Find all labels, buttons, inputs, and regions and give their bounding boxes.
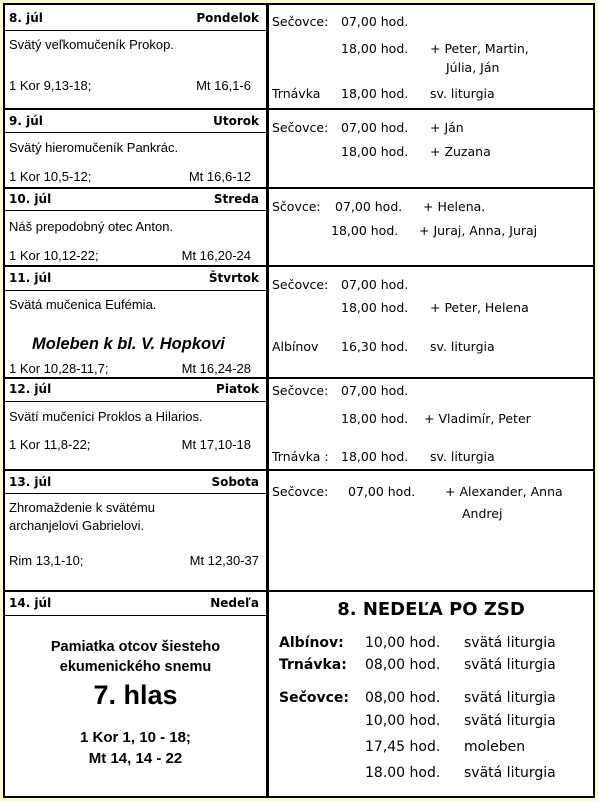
reading-epistle: Rim 13,1-10; [9, 553, 84, 568]
schedule-place: Sečovce: [272, 277, 329, 292]
row-divider [5, 187, 593, 189]
day-date: 8. júl [9, 11, 43, 25]
reading-epistle: 1 Kor 9,13-18; [9, 78, 92, 93]
schedule-time: 18.00 hod. [365, 765, 441, 781]
schedule-intention: moleben [464, 739, 526, 755]
schedule-place: Sečovce: [272, 120, 329, 135]
reading-epistle: 1 Kor 10,5-12; [9, 169, 92, 184]
schedule-intention: Andrej [462, 506, 503, 521]
schedule-place: Trnávka : [272, 449, 329, 464]
tone: 7. hlas [93, 680, 178, 710]
schedule-time: 18,00 hod. [341, 411, 409, 426]
reading-gospel: Mt 16,1-6 [196, 78, 251, 93]
feast-line: Pamiatka otcov šiesteho [50, 639, 221, 655]
row-divider [5, 590, 593, 592]
schedule-intention: sv. liturgia [430, 449, 495, 464]
schedule-time: 18,00 hod. [341, 449, 409, 464]
saint-name: Svätý veľkomučeník Prokop. [9, 37, 174, 52]
schedule-intention: + Peter, Helena [430, 300, 529, 315]
schedule-intention: svätá liturgia [464, 690, 556, 706]
column-divider [266, 5, 269, 796]
reading-epistle: 1 Kor 10,12-22; [9, 248, 99, 263]
schedule-time: 07,00 hod. [341, 14, 409, 29]
header-underline [5, 615, 266, 616]
schedule-intention: + Peter, Martin, [430, 41, 529, 56]
day-weekday: Štvrtok [208, 271, 259, 285]
day-date: 14. júl [9, 596, 52, 610]
schedule-time: 08,00 hod. [365, 657, 441, 673]
schedule-place: Sečovce: [272, 383, 329, 398]
schedule-intention: sv. liturgia [430, 86, 495, 101]
schedule-intention: + Vladimír, Peter [424, 411, 531, 426]
day-date: 11. júl [9, 271, 52, 285]
saint-name: archanjelovi Gabrielovi. [9, 518, 145, 533]
schedule-intention: + Juraj, Anna, Juraj [419, 223, 538, 238]
schedule-time: 10,00 hod. [365, 635, 441, 651]
schedule-time: 07,00 hod. [335, 199, 403, 214]
schedule-time: 18,00 hod. [341, 86, 409, 101]
day-weekday: Pondelok [196, 11, 259, 25]
schedule-place: Sečovce: [279, 690, 350, 706]
schedule-place: Sečovce: [272, 484, 329, 499]
reading-gospel: Mt 16,20-24 [181, 248, 251, 263]
schedule-time: 08,00 hod. [365, 690, 441, 706]
schedule-time: 07,00 hod. [348, 484, 416, 499]
saint-name: Náš prepodobný otec Anton. [9, 219, 174, 234]
schedule-intention: + Helena. [423, 199, 486, 214]
day-date: 10. júl [9, 192, 52, 206]
schedule-time: 17,45 hod. [365, 739, 441, 755]
header-underline [5, 290, 266, 291]
schedule-time: 16,30 hod. [341, 339, 409, 354]
schedule-intention: svätá liturgia [464, 765, 556, 781]
sunday-title: 8. NEDEĽA PO ZSD [337, 599, 525, 620]
row-divider [5, 265, 593, 267]
schedule-intention: + Alexander, Anna [445, 484, 563, 499]
schedule-time: 07,00 hod. [341, 383, 409, 398]
schedule-time: 18,00 hod. [331, 223, 399, 238]
saint-name: Svätý hieromučeník Pankrác. [9, 140, 179, 155]
row-divider [5, 377, 593, 379]
schedule-intention: Júlia, Ján [446, 60, 500, 75]
schedule-place: Albínov [272, 339, 319, 354]
special-service: Moleben k bl. V. Hopkovi [32, 335, 225, 353]
feast-line: ekumenického snemu [59, 659, 212, 675]
saint-name: Zhromaždenie k svätému [9, 500, 155, 515]
day-weekday: Piatok [216, 382, 259, 396]
schedule-time: 18,00 hod. [341, 144, 409, 159]
reading-gospel: Mt 16,6-12 [188, 169, 251, 184]
schedule-intention: + Ján [430, 120, 464, 135]
schedule-time: 07,00 hod. [341, 277, 409, 292]
header-underline [5, 401, 266, 402]
reading-epistle: 1 Kor 11,8-22; [9, 437, 91, 452]
schedule-intention: + Zuzana [430, 144, 491, 159]
saint-name: Svätí mučeníci Proklos a Hilarios. [9, 409, 203, 424]
reading-gospel: Mt 16,24-28 [181, 361, 251, 376]
reading-epistle: 1 Kor 10,28-11,7; [9, 361, 109, 376]
header-underline [5, 30, 266, 31]
day-weekday: Nedeľa [210, 596, 259, 610]
schedule-place: Trnávka [272, 86, 321, 101]
schedule-intention: svätá liturgia [464, 635, 556, 651]
schedule-place: Sečovce: [272, 14, 329, 29]
schedule-time: 18,00 hod. [341, 41, 409, 56]
schedule-time: 10,00 hod. [365, 713, 441, 729]
schedule-place: Albínov: [279, 635, 344, 651]
day-date: 9. júl [9, 114, 43, 128]
reading-epistle: 1 Kor 1, 10 - 18; [80, 729, 191, 746]
schedule-intention: sv. liturgia [430, 339, 495, 354]
header-underline [5, 132, 266, 133]
schedule-intention: svätá liturgia [464, 713, 556, 729]
header-underline [5, 493, 266, 494]
schedule-place: Trnávka: [279, 657, 347, 673]
day-weekday: Utorok [213, 114, 259, 128]
reading-gospel: Mt 14, 14 - 22 [88, 750, 183, 767]
saint-name: Svätá mučenica Eufémia. [9, 297, 157, 312]
day-weekday: Streda [213, 192, 259, 206]
day-weekday: Sobota [211, 475, 259, 489]
weekly-schedule-sheet [3, 3, 595, 798]
row-divider [5, 108, 593, 110]
schedule-time: 07,00 hod. [341, 120, 409, 135]
schedule-time: 18,00 hod. [341, 300, 409, 315]
row-divider [5, 469, 593, 471]
schedule-place: Sčovce: [272, 199, 321, 214]
day-date: 13. júl [9, 475, 52, 489]
day-date: 12. júl [9, 382, 52, 396]
header-underline [5, 210, 266, 211]
schedule-intention: svätá liturgia [464, 657, 556, 673]
reading-gospel: Mt 12,30-37 [189, 553, 259, 568]
reading-gospel: Mt 17,10-18 [181, 437, 251, 452]
